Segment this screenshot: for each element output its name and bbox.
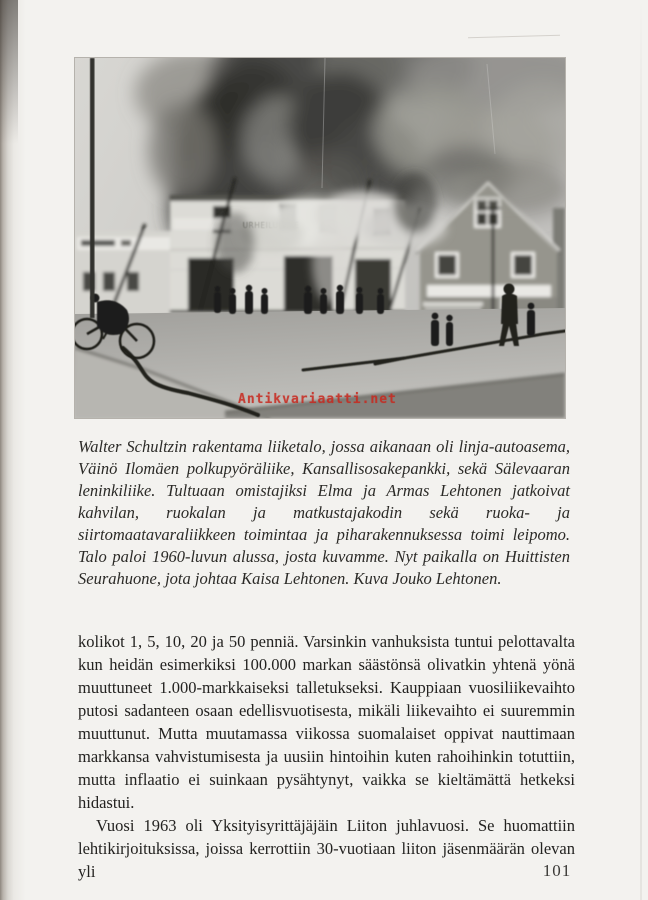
fire-scene-illustration [75,58,565,418]
body-paragraph-2: Vuosi 1963 oli Yksityisyrittäjäjäin Liiton juhlavuosi. Se huomattiin lehtikirjoituksissa, joissa kerrottiin 30-vuotiaan liiton jäsenmäärän olevan yli [78,816,575,881]
watermark-text: Antikvariaatti.net [238,392,397,407]
page-right-edge [640,0,642,900]
photo-caption: Walter Schultzin rakentama liiketalo, jossa aikanaan oli linja-autoasema, Väinö Ilomäen polkupyöräliike, Kansallisosakepankki, sekä Sälevaaran leninkiliike. Tultuaan omistajiksi Elma ja Armas Lehtonen jatkoivat kahvilan, ruokalan ja matkustajakodin sekä ruoka- ja siirtomaatavaraliikkeen toimintaa ja piharakennuksessa toimi leipomo. Talo paloi 1960-luvun alussa, josta kuvamme. Nyt paikalla on Huittisten Seurahuone, jota johtaa Kaisa Lehtonen. Kuva Jouko Lehtonen. [78,437,570,588]
page-number: 101 [542,861,572,880]
page-gutter-shadow [0,0,26,900]
page-gutter-shadow-top [0,0,18,160]
photo-fire-scene [75,58,565,418]
body-paragraph-1: kolikot 1, 5, 10, 20 ja 50 penniä. Varsinkin vanhuksista tuntui pelottavalta kun heidän esimerkiksi 100.000 markan säästönsä olivatkin yhtenä yönä muuttuneet 1.000-markkaiseksi talletukseksi. Kauppiaan vuosiliikevaihto putosi sadanteen osaan edellisvuotisesta, mikäli liikevaihto ei suuremmin muuttunut. Mutta muutamassa viikossa suomalaiset oppivat nauttimaan markkansa vahvistumisesta ja uusiin hintoihin kuten rahoihinkin totuttiin, mutta inflaatio ei suinkaan pysähtynyt, vaikka se kieltämättä hetkeksi hidastui. [78,632,575,812]
body-text [78,630,575,883]
scan-scratch [468,35,560,38]
